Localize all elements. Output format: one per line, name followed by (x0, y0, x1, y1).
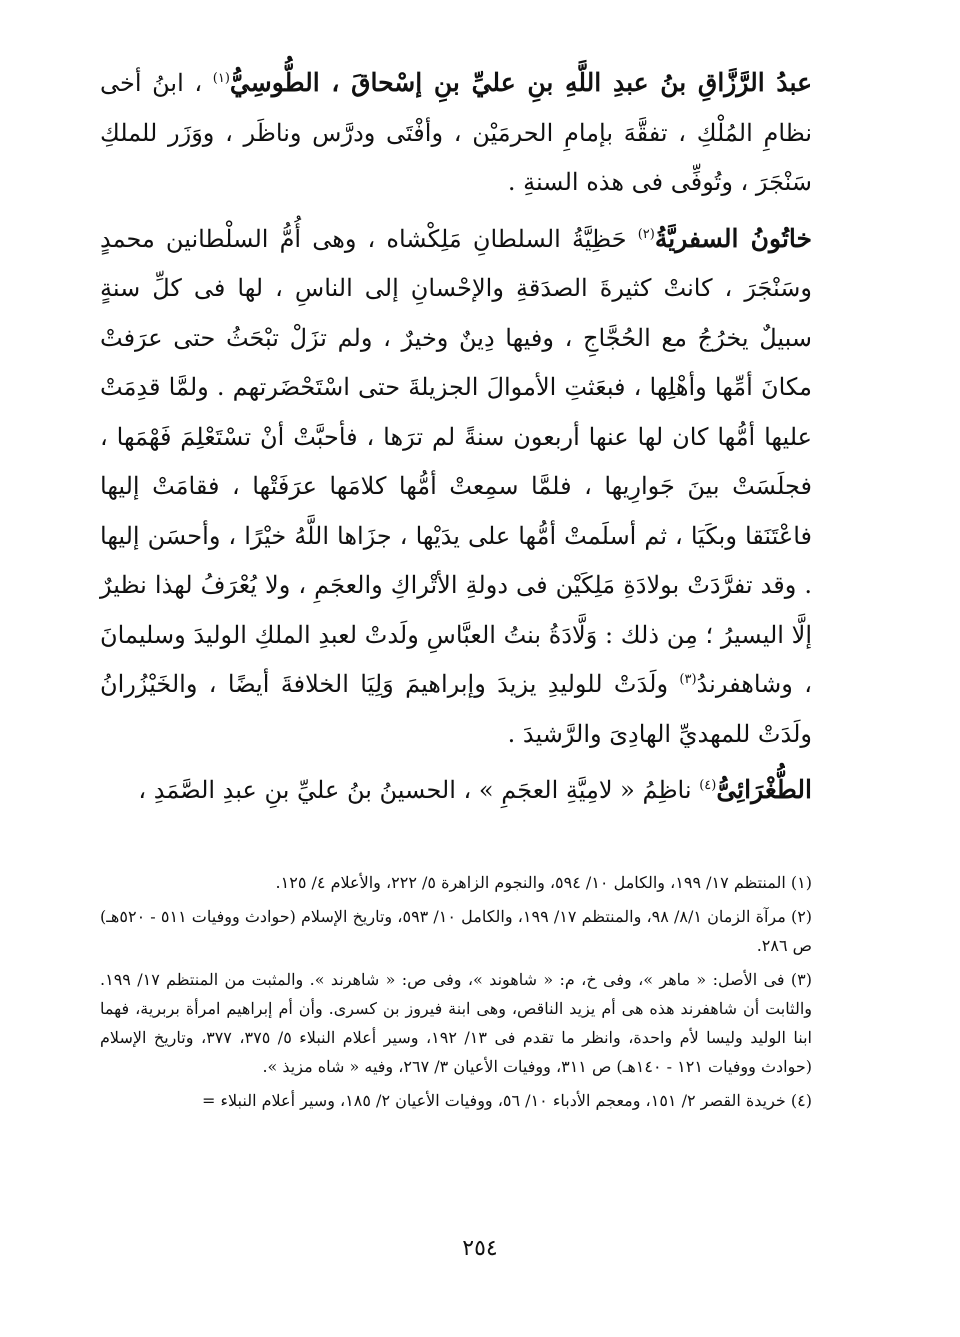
entry-text: ناظِمُ « لامِيَّةِ العجَمِ » ، الحسينُ بنُ عليِّ بنِ عبدِ الصَّمَدِ ، (138, 776, 692, 804)
entry-paragraph (100, 765, 812, 816)
entry-text: حَظِيَّةُ السلطانِ مَلِكْشاه ، وهى أُمُّ السلْطانين محمدٍ وسَنْجَرَ ، كانتْ كثيرةَ الصدَقةِ والإحْسانِ إلى الناسِ ، لها فى كلِّ سنةٍ سبيلٌ يخرُجُ مع الحُجَّاجِ ، وفيها دِينٌ وخيرٌ ، ولم تزَلْ تبْحَثُ حتى عرَفتْ مكانَ أمِّها وأهْلِها ، فبعَثتِ الأموالَ الجزيلةَ حتى اسْتَحْضَرتهم . ولمَّا قدِمَتْ عليها أمُّها كان لها عنها أربعون سنةً لم ترَها ، فأحبَّتْ أنْ تسْتَعْلِمَ فَهْمَها ، فجلَسَتْ بينَ جَوارِيها ، فلمَّا سمِعتْ أمُّها كلامَها عرَفَتْها ، فقامَتْ إليها فاعْتَنَقا وبكَيَا ، ثم أسلَمتْ أمُّها على يدَيْها ، جزَاها اللَّهُ خيْرًا ، وأحسَن إليها . وقد تفرَّدَتْ بولادَةِ مَلِكَيْن فى دولةِ الأتْراكِ والعجَمِ ، ولا يُعْرَفُ لهذا نظيرٌ إلَّا اليسيرُ ؛ مِن ذلك : وَلَّادَةُ بنتُ العبَّاسِ ولَدتْ لعبدِ الملكِ الوليدَ وسليمانَ ، وشاهفرندُ (100, 224, 813, 698)
entry-paragraph (100, 58, 812, 208)
footnote-ref: (٣) (679, 672, 697, 687)
footnote-ref: (٤) (699, 778, 717, 793)
footnote: (٤) خريدة القصر ٢/ ١٥١، ومعجم الأدباء ١٠/ ٥٦، ووفيات الأعيان ٢/ ١٨٥، وسير أعلام النبلاء = (201, 1091, 812, 1110)
footnote: (١) المنتظم ١٧/ ١٩٩، والكامل ١٠/ ٥٩٤، والنجوم الزاهرة ٥/ ٢٢٢، والأعلام ٤/ ١٢٥. (275, 873, 812, 892)
entry-text-continued: ولَدَتْ للوليدِ يزيدَ وإبراهيمَ وَلِيَا الخلافةَ أيضًا ، والخَيْزُرانُ ولَدَتْ للمهديِّ الهادِىَ والرَّشيدَ . (100, 670, 812, 748)
footnotes (100, 868, 812, 1120)
footnote-ref: (٢) (637, 226, 655, 242)
entry-name: الطُّغْرَائِىُّ (716, 775, 812, 804)
entry-paragraph (100, 214, 812, 760)
main-text (100, 58, 812, 816)
footnote-ref: (١) (212, 71, 230, 86)
footnote: (٣) فى الأصل: « ماهر »، وفى خ، م: « شاهوند »، وفى ص: « شاهرند ». والمثبت من المنتظم ١٧/ ١٩٩. والثابت أن شاهفرند هذه هى أم يزيد الناقص، وهى ابنة فيروز بن كسرى. وأن أم إبراهيم امرأة بربرية، فهما ابنا الوليد وليسا لأم واحدة، وانظر ما تقدم فى ١٣/ ١٩٢، وسير أعلام النبلاء ٥/ ٣٧٥، ٣٧٧، وتاريخ الإسلام (حوادث ووفيات ١٢١ - ١٤٠هـ) ص ٣١١، ووفيات الأعيان ٣/ ٢٦٧، وفيه « شاه مزيذ ». (100, 970, 813, 1076)
entry-text: ، ابنُ أخى نظامِ المُلْكِ ، تفقَّهَ بإمامِ الحرمَيْن ، وأفْتَى ودرَّس وناظَر ، ووَزَر للملكِ سَنْجَرَ ، وتُوفِّى فى هذه السنةِ . (100, 69, 812, 196)
entry-name: عبدُ الرَّزَّاقِ بنُ عبدِ اللَّهِ بنِ عليِّ بنِ إسْحاقَ ، الطُّوسِيُّ (229, 68, 812, 97)
biography-entries (100, 58, 812, 816)
entry-name: خاتُونُ السفريَّةُ (654, 223, 812, 253)
footnote: (٢) مرآة الزمان ٨/١/ ٩٨، والمنتظم ١٧/ ١٩٩، والكامل ١٠/ ٥٩٣، وتاريخ الإسلام (حوادث ووفيات ٥١١ - ٥٢٠هـ) ص ٢٨٦. (100, 907, 813, 955)
page-number: ٢٥٤ (462, 1236, 498, 1261)
